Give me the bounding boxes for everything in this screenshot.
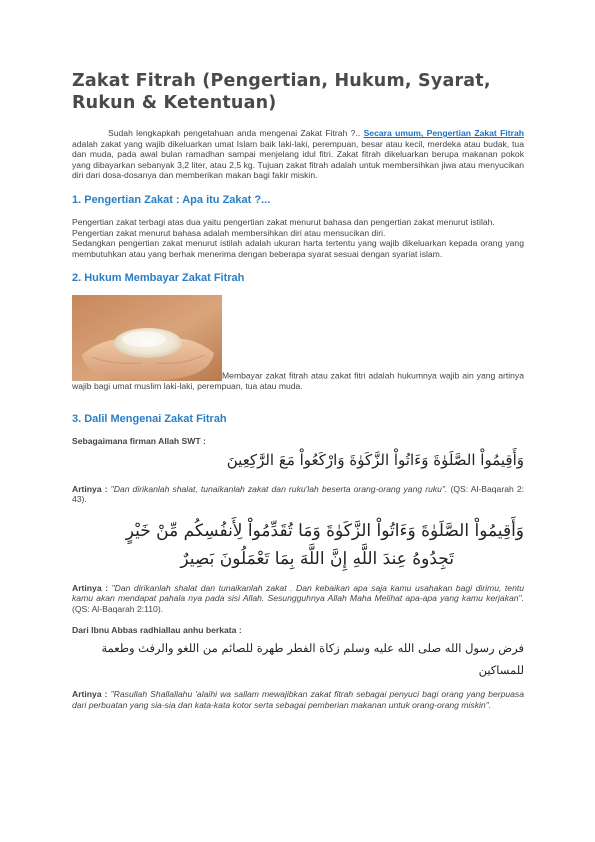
translation-1-text: "Dan dirikanlah shalat, tunaikanlah zakat dan ruku'lah beserta orang-orang yang ruku". [110,483,448,494]
artinya-label-3: Artinya : [72,689,108,700]
translation-1-ref: (QS: Al-Baqarah 2: 43). [72,483,525,505]
translation-3 [72,689,524,710]
section3-heading: 3. Dalil Mengenai Zakat Fitrah [72,412,227,425]
pengertian-link[interactable]: Secara umum, Pengertian Zakat Fitrah [363,128,525,138]
arabic-verse-2-line-2: تَجِدُوهُ عِندَ اللَّهِ إِنَّ اللَّهَ بِمَا تَعْمَلُونَ بَصِيرٌ [180,548,454,569]
section1-para1: Pengertian zakat terbagi atas dua yaitu pengertian zakat menurut bahasa dan pengertian zakat menurut istilah. [72,216,495,227]
arabic-verse-1: وَأَقِيمُواْ الصَّلَوٰةَ وَءَاتُواْ الزَّكَوٰةَ وَارْكَعُواْ مَعَ الرَّٰكِعِينَ [226,450,524,469]
translation-2-ref: (QS: Al-Baqarah 2:110). [72,603,164,614]
intro-text-end: adalah zakat yang wajib dikeluarkan umat Islam baik laki-laki, perempuan, besar atau kecil, merdeka atau budak, tua dan muda, pada awal bulan ramadhan sampai menjelang idul fitri. Zakat fitrah dikeluarkan berupa makanan pokok yang dibayarkan sebanyak 3,2 liter, atau 2,5 kg. Tujuan zakat fitrah adalah untuk membersihkan jiwa atau menyucikan diri dari dosa-dosanya dan memberikan makan bagi fakir miskin. [72,138,524,181]
dalil-lead-1: Sebagaimana firman Allah SWT : [72,435,206,446]
intro-paragraph [72,128,524,181]
artinya-label-2: Artinya : [72,582,109,593]
section1-para3: Sedangkan pengertian zakat menurut istilah adalah ukuran harta tertentu yang wajib dikeluarkan kepada orang yang membutuhkan atau yang berhak menerima dengan beberapa syarat sesuai dengan syariat islam. [72,238,524,259]
section2-heading: 2. Hukum Membayar Zakat Fitrah [72,272,245,285]
hadith-arabic: فرض رسول الله صلى الله عليه وسلم زكاة الفطر طهرة للصائم من اللغو والرفث وطعمة للمساكين [101,641,524,678]
page-title: Zakat Fitrah (Pengertian, Hukum, Syarat, Rukun & Ketentuan) [72,71,491,113]
section1-para2: Pengertian zakat menurut bahasa adalah membersihkan diri atau mensucikan diri. [72,227,386,238]
rice-hands-image [72,295,222,381]
intro-text-start: Sudah lengkapkah pengetahuan anda mengenai Zakat Fitrah ?.. [108,128,364,138]
rice-image-block [72,295,524,392]
section2-caption-paragraph [72,295,524,392]
section2-caption: Membayar zakat fitrah atau zakat fitri adalah hukumnya wajib ain yang artinya wajib bagi umat muslim laki-laki, perempuan, tua atau muda. [72,370,524,392]
translation-3-text: "Rasullah Shallallahu 'alaihi wa sallam mewajibkan zakat fitrah sebagai penyuci bagi orang yang berpuasa dari perbuatan yang sia-sia dan kata-kata kotor serta sebagai pemberian makanan untuk orang-orang miskin". [72,689,525,710]
section1-heading: 1. Pengertian Zakat : Apa itu Zakat ?... [72,193,271,206]
translation-1 [72,484,524,505]
arabic-verse-2-line-1: وَأَقِيمُواْ الصَّلَوٰةَ وَءَاتُواْ الزَّكَوٰةَ وَمَا تُقَدِّمُواْ لِأَنفُسِكُم مِّنْ خَيْرٍ [125,520,524,541]
translation-2 [72,583,524,615]
translation-2-text: "Dan dirikanlah shalat dan tunaikanlah zakat . Dan kebaikan apa saja kamu usahakan bagi dirimu, tentu kamu akan mendapat pahala nya pada sisi Allah. Sesungguhnya Allah Maha Melihat apa-apa yang kamu kerjakan". [72,582,525,604]
dalil-lead-2: Dari Ibnu Abbas radhiallau anhu berkata : [72,624,242,635]
document-page [72,70,524,710]
artinya-label-1: Artinya : [72,483,108,494]
